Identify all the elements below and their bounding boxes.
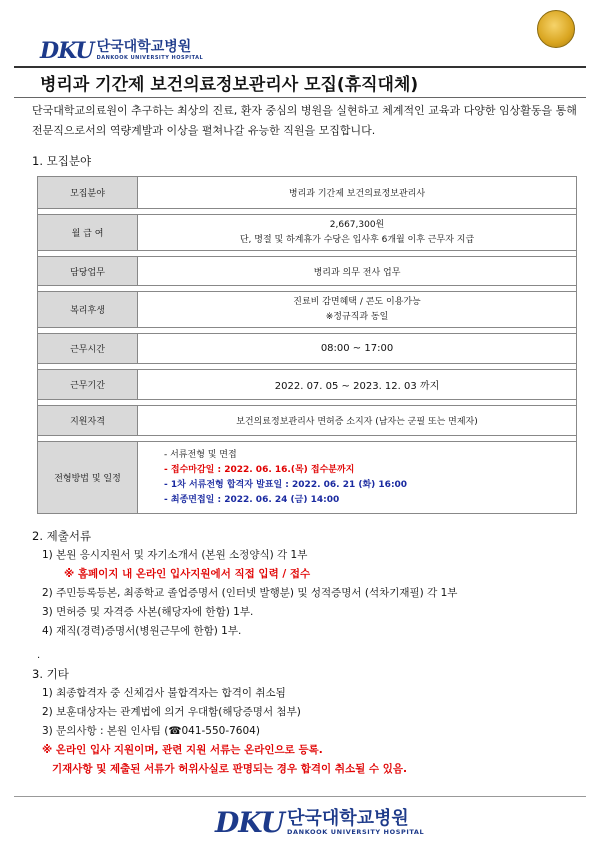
recruit-table — [37, 176, 577, 514]
schedule-item-announcement: - 1차 서류전형 합격자 발표일 : 2022. 06. 21 (화) 16:00 — [164, 479, 408, 490]
etc-list — [42, 684, 407, 779]
welfare-value: 진료비 감면혜택 / 콘도 이용가능 — [293, 296, 421, 307]
list-item-notice: ※ 홈페이지 내 온라인 입사지원에서 직접 입력 / 접수 — [64, 568, 311, 580]
welfare-note: ※정규직과 동일 — [325, 311, 389, 322]
divider — [14, 796, 586, 797]
list-item: 3) 면허증 및 자격증 사본(해당자에 한함) 1부. — [42, 606, 254, 618]
period-label: 근무기간 — [38, 370, 138, 400]
hours-label: 근무시간 — [38, 334, 138, 364]
schedule-item: - 서류전형 및 면접 — [164, 449, 237, 460]
salary-label: 월 급 여 — [38, 215, 138, 251]
schedule-list — [138, 442, 577, 514]
schedule-item-interview: - 최종면접일 : 2022. 06. 24 (금) 14:00 — [164, 494, 340, 505]
logo-name-ko: 단국대학교병원 — [96, 39, 192, 55]
hospital-logo-footer — [215, 806, 424, 839]
salary-note: 단, 명절 및 하계휴가 수당은 입사후 6개월 이후 근무자 지급 — [239, 234, 475, 245]
period-value: 2022. 07. 05 ~ 2023. 12. 03 까지 — [138, 370, 577, 400]
list-item-notice: ※ 온라인 입사 지원이며, 관련 지원 서류는 온라인으로 등록. — [42, 744, 323, 756]
list-item: 2) 주민등록등본, 최종학교 졸업증명서 (인터넷 발행분) 및 성적증명서 (석차기재필) 각 1부 — [42, 587, 458, 599]
logo-name-en: DANKOOK UNIVERSITY HOSPITAL — [96, 55, 204, 61]
field-value: 병리과 기간제 보건의료정보관리사 — [138, 177, 577, 209]
hours-value: 08:00 ~ 17:00 — [138, 334, 577, 364]
salary-value: 2,667,300원 — [329, 219, 385, 230]
section-heading-etc: 3. 기타 — [32, 667, 69, 681]
emblem-icon — [537, 10, 575, 48]
documents-list — [42, 546, 457, 641]
logo-name-ko: 단국대학교병원 — [287, 808, 409, 829]
hospital-logo — [40, 38, 203, 64]
duty-value: 병리과 의무 전사 업무 — [138, 257, 577, 286]
section-heading-documents: 2. 제출서류 — [32, 529, 92, 543]
welfare-label: 복리후생 — [38, 292, 138, 328]
logo-mark: DKU — [40, 38, 94, 64]
list-item: 2) 보훈대상자는 관계법에 의거 우대함(해당증명서 첨부) — [42, 706, 301, 718]
list-item: 1) 본원 응시지원서 및 자기소개서 (본원 소정양식) 각 1부 — [42, 549, 308, 561]
list-item: 3) 문의사항 : 본원 인사팀 (☎041-550-7604) — [42, 725, 260, 737]
section-heading-recruit: 1. 모집분야 — [32, 154, 92, 168]
list-item: 4) 재직(경력)증명서(병원근무에 한함) 1부. — [42, 625, 242, 637]
list-item: 1) 최종합격자 중 신체검사 불합격자는 합격이 취소됨 — [42, 687, 286, 699]
list-item-warning: 기재사항 및 제출된 서류가 허위사실로 판명되는 경우 합격이 취소될 수 있음. — [52, 763, 407, 775]
logo-name-en: DANKOOK UNIVERSITY HOSPITAL — [287, 828, 425, 836]
divider — [14, 97, 586, 98]
schedule-item-deadline: - 접수마감일 : 2022. 06. 16.(목) 접수분까지 — [164, 464, 355, 475]
qualification-value: 보건의료정보관리사 면허증 소지자 (남자는 군필 또는 면제자) — [138, 406, 577, 436]
logo-mark: DKU — [215, 806, 285, 839]
duty-label: 담당업무 — [38, 257, 138, 286]
field-label: 모집분야 — [38, 177, 138, 209]
qualification-label: 지원자격 — [38, 406, 138, 436]
intro-text: 단국대학교의료원이 추구하는 최상의 진료, 환자 중심의 병원을 실현하고 체계적인 교육과 다양한 임상활동을 통해 전문직으로서의 역량계발과 이상을 펼쳐나갈 유능한 직원을 모집합니다. — [32, 104, 577, 137]
schedule-label: 전형방법 및 일정 — [38, 442, 138, 514]
page-title: 병리과 기간제 보건의료정보관리사 모집(휴직대체) — [40, 75, 419, 95]
divider — [14, 66, 586, 68]
